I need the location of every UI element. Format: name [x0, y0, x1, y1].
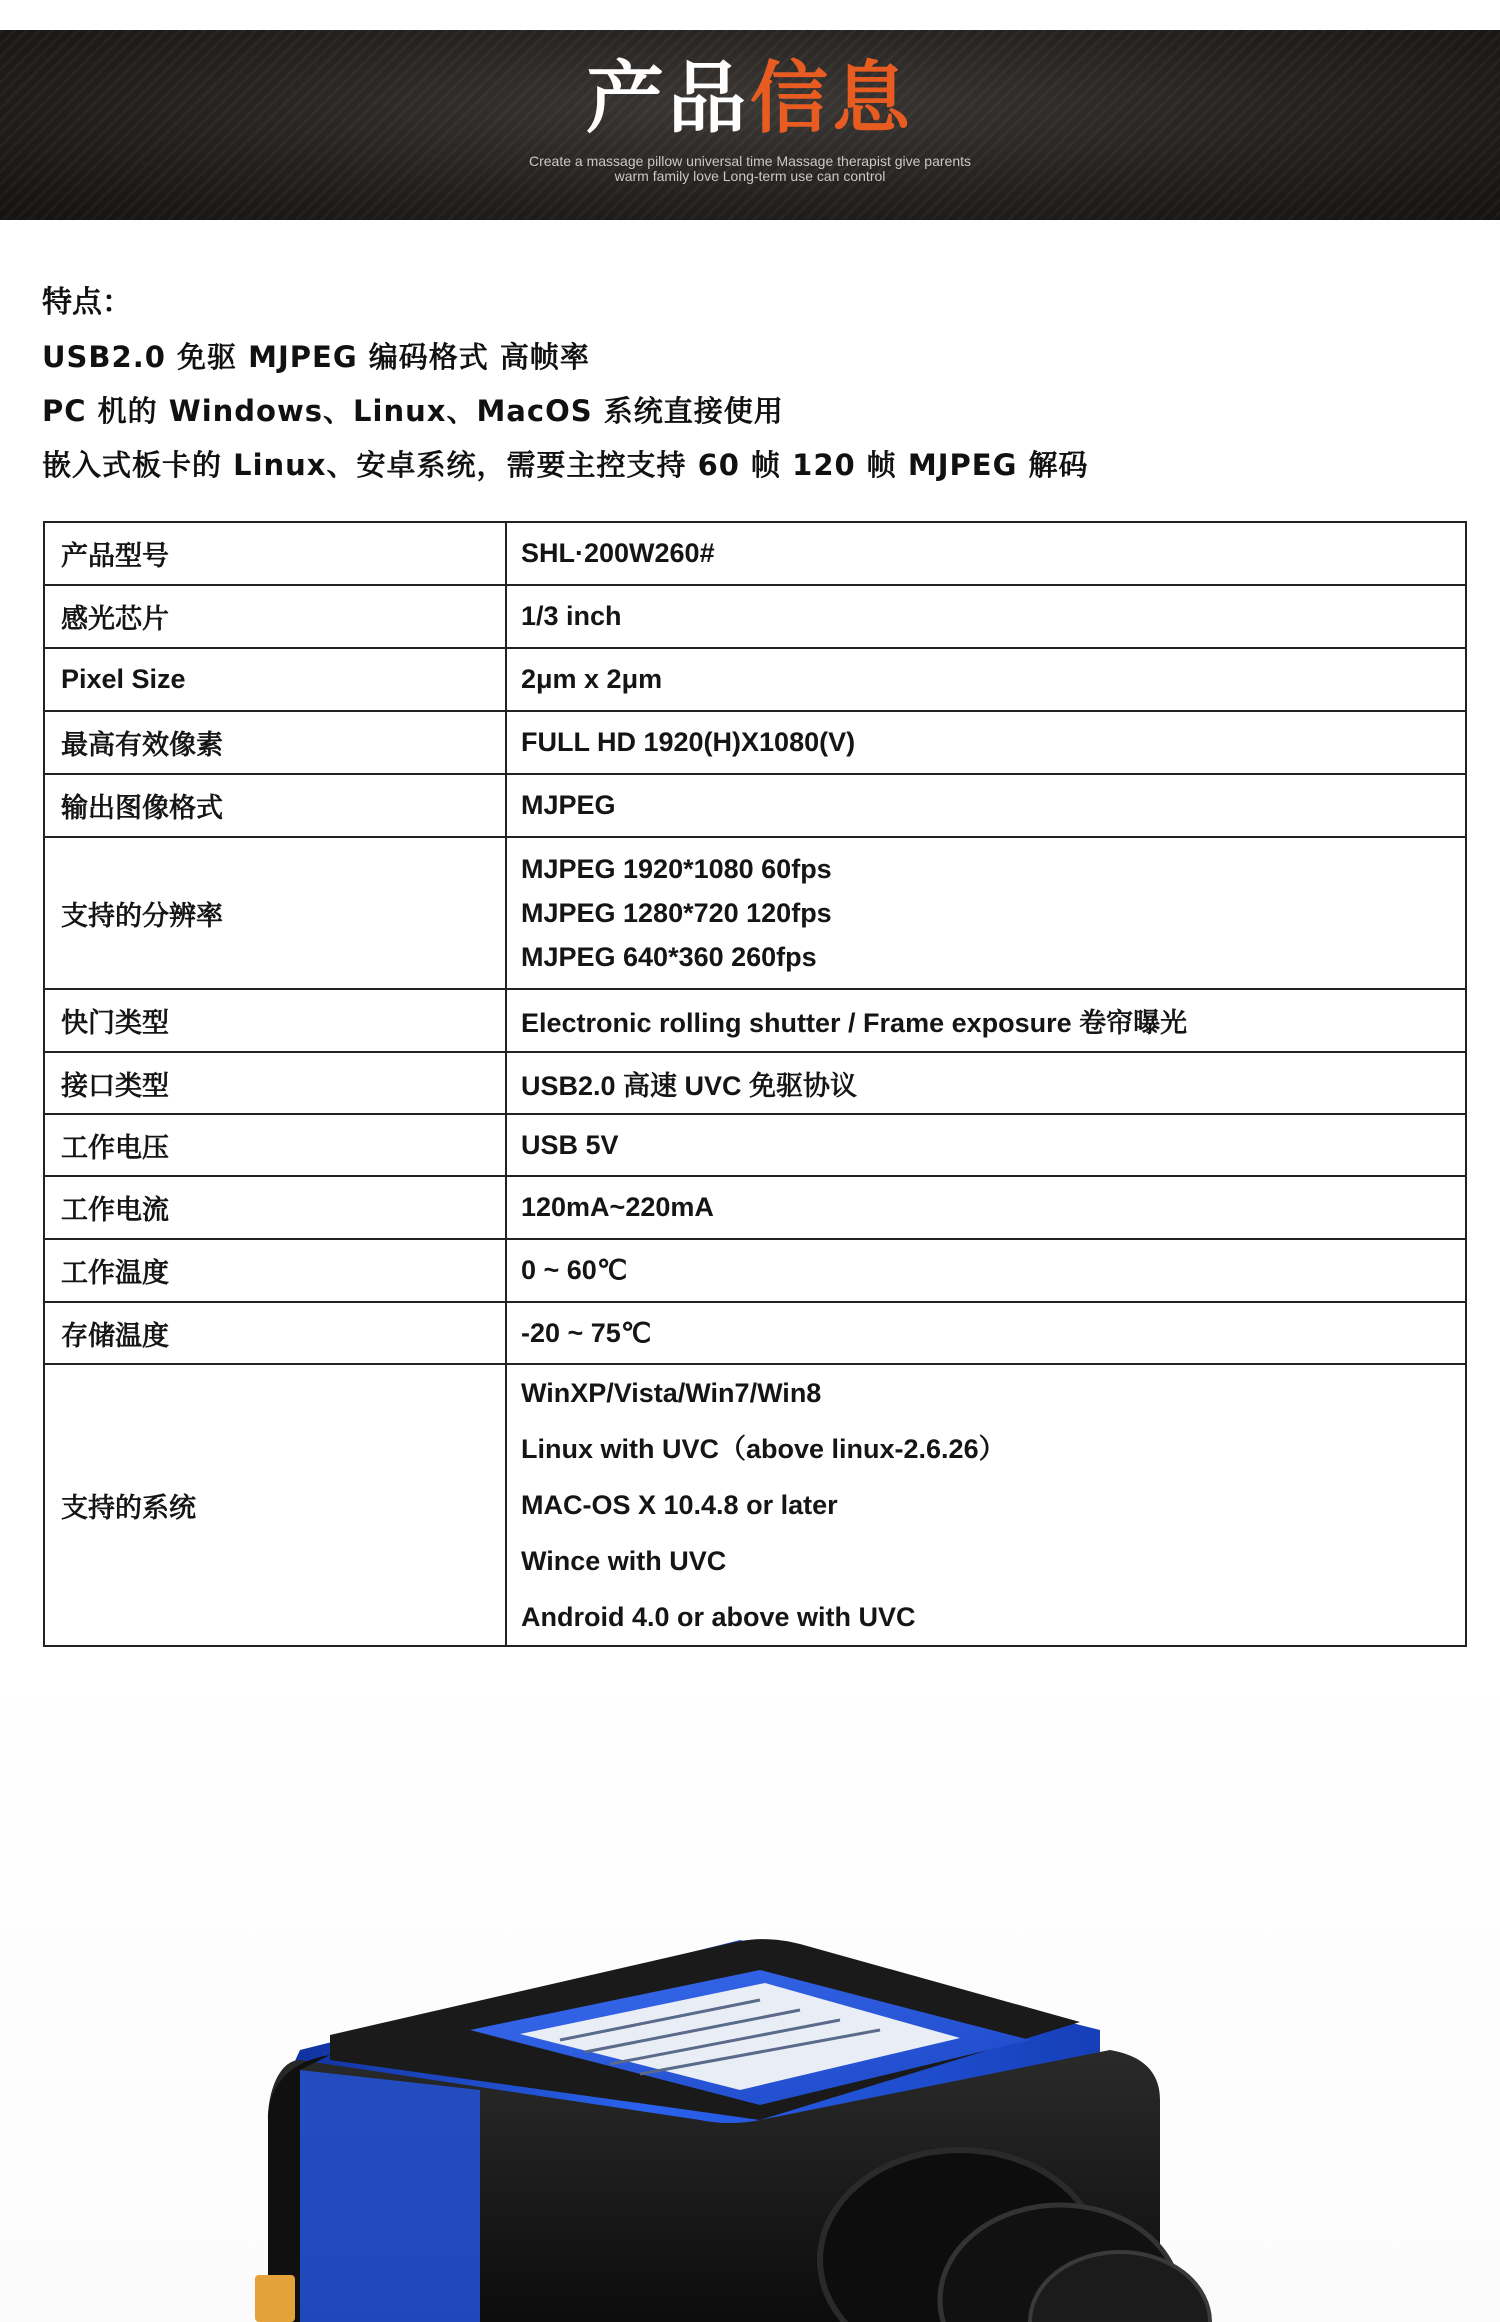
- features-block: [42, 276, 1462, 492]
- spec-row-systems: [44, 1364, 1466, 1646]
- spec-row-model: [44, 522, 1466, 585]
- banner-title-white: 产品: [585, 54, 750, 144]
- spec-value: Electronic rolling shutter / Frame exposure 卷帘曝光: [506, 989, 1466, 1052]
- feature-line: USB2.0 免驱 MJPEG 编码格式 高帧率: [42, 340, 590, 374]
- banner-title-orange: 信息: [750, 54, 915, 144]
- system-line: Wince with UVC: [521, 1546, 727, 1576]
- spec-label: 工作电流: [44, 1176, 506, 1239]
- features-heading: 特点：: [42, 285, 132, 320]
- resolution-line: MJPEG 640*360 260fps: [521, 942, 817, 972]
- spec-label: 存储温度: [44, 1302, 506, 1364]
- spec-value: [506, 837, 1466, 989]
- spec-label: 最高有效像素: [44, 711, 506, 774]
- top-spacer: [0, 0, 1500, 30]
- product-photo: [0, 1650, 1500, 2322]
- system-line: MAC-OS X 10.4.8 or later: [521, 1490, 838, 1520]
- spec-value: FULL HD 1920(H)X1080(V): [506, 711, 1466, 774]
- spec-row-interface: [44, 1052, 1466, 1114]
- spec-value: 1/3 inch: [506, 585, 1466, 648]
- spec-label: 工作温度: [44, 1239, 506, 1302]
- resolution-line: MJPEG 1920*1080 60fps: [521, 854, 832, 884]
- resolution-line: MJPEG 1280*720 120fps: [521, 898, 832, 928]
- camera-illustration: [0, 1650, 1500, 2322]
- feature-line: 嵌入式板卡的 Linux、安卓系统，需要主控支持 60 帧 120 帧 MJPEG 解码: [42, 448, 1089, 482]
- spec-label: 工作电压: [44, 1114, 506, 1176]
- banner-subtitle-line: Create a massage pillow universal time Massage therapist give parents: [529, 153, 971, 169]
- system-line: WinXP/Vista/Win7/Win8: [521, 1378, 822, 1408]
- banner-title: [0, 54, 1500, 144]
- spec-row-max-pixels: [44, 711, 1466, 774]
- spec-row-current: [44, 1176, 1466, 1239]
- banner-subtitle: [0, 154, 1500, 184]
- spec-value: USB 5V: [506, 1114, 1466, 1176]
- spec-row-op-temp: [44, 1239, 1466, 1302]
- spec-value: [506, 1364, 1466, 1646]
- spec-row-shutter: [44, 989, 1466, 1052]
- spec-label: 产品型号: [44, 522, 506, 585]
- spec-label: 快门类型: [44, 989, 506, 1052]
- spec-value: -20 ~ 75℃: [506, 1302, 1466, 1364]
- banner-subtitle-line: warm family love Long-term use can control: [614, 168, 886, 184]
- feature-line: PC 机的 Windows、Linux、MacOS 系统直接使用: [42, 394, 784, 428]
- spec-table: [43, 521, 1467, 1647]
- system-line: Linux with UVC（above linux-2.6.26）: [521, 1434, 1006, 1464]
- camera-side-stripe: [300, 2070, 480, 2322]
- spec-value: SHL·200W260#: [506, 522, 1466, 585]
- gold-sticker: [255, 2275, 295, 2322]
- spec-row-resolution: [44, 837, 1466, 989]
- spec-value: MJPEG: [506, 774, 1466, 837]
- spec-label: 输出图像格式: [44, 774, 506, 837]
- spec-value: 2μm x 2μm: [506, 648, 1466, 711]
- spec-value: 0 ~ 60℃: [506, 1239, 1466, 1302]
- spec-row-storage-temp: [44, 1302, 1466, 1364]
- system-line: Android 4.0 or above with UVC: [521, 1602, 916, 1632]
- spec-row-pixel-size: [44, 648, 1466, 711]
- spec-label: 感光芯片: [44, 585, 506, 648]
- spec-row-voltage: [44, 1114, 1466, 1176]
- spec-value: USB2.0 高速 UVC 免驱协议: [506, 1052, 1466, 1114]
- spec-row-output-format: [44, 774, 1466, 837]
- section-banner: [0, 30, 1500, 220]
- spec-row-sensor: [44, 585, 1466, 648]
- spec-label: Pixel Size: [44, 648, 506, 711]
- spec-label: 支持的系统: [44, 1364, 506, 1646]
- spec-value: 120mA~220mA: [506, 1176, 1466, 1239]
- spec-label: 支持的分辨率: [44, 837, 506, 989]
- spec-label: 接口类型: [44, 1052, 506, 1114]
